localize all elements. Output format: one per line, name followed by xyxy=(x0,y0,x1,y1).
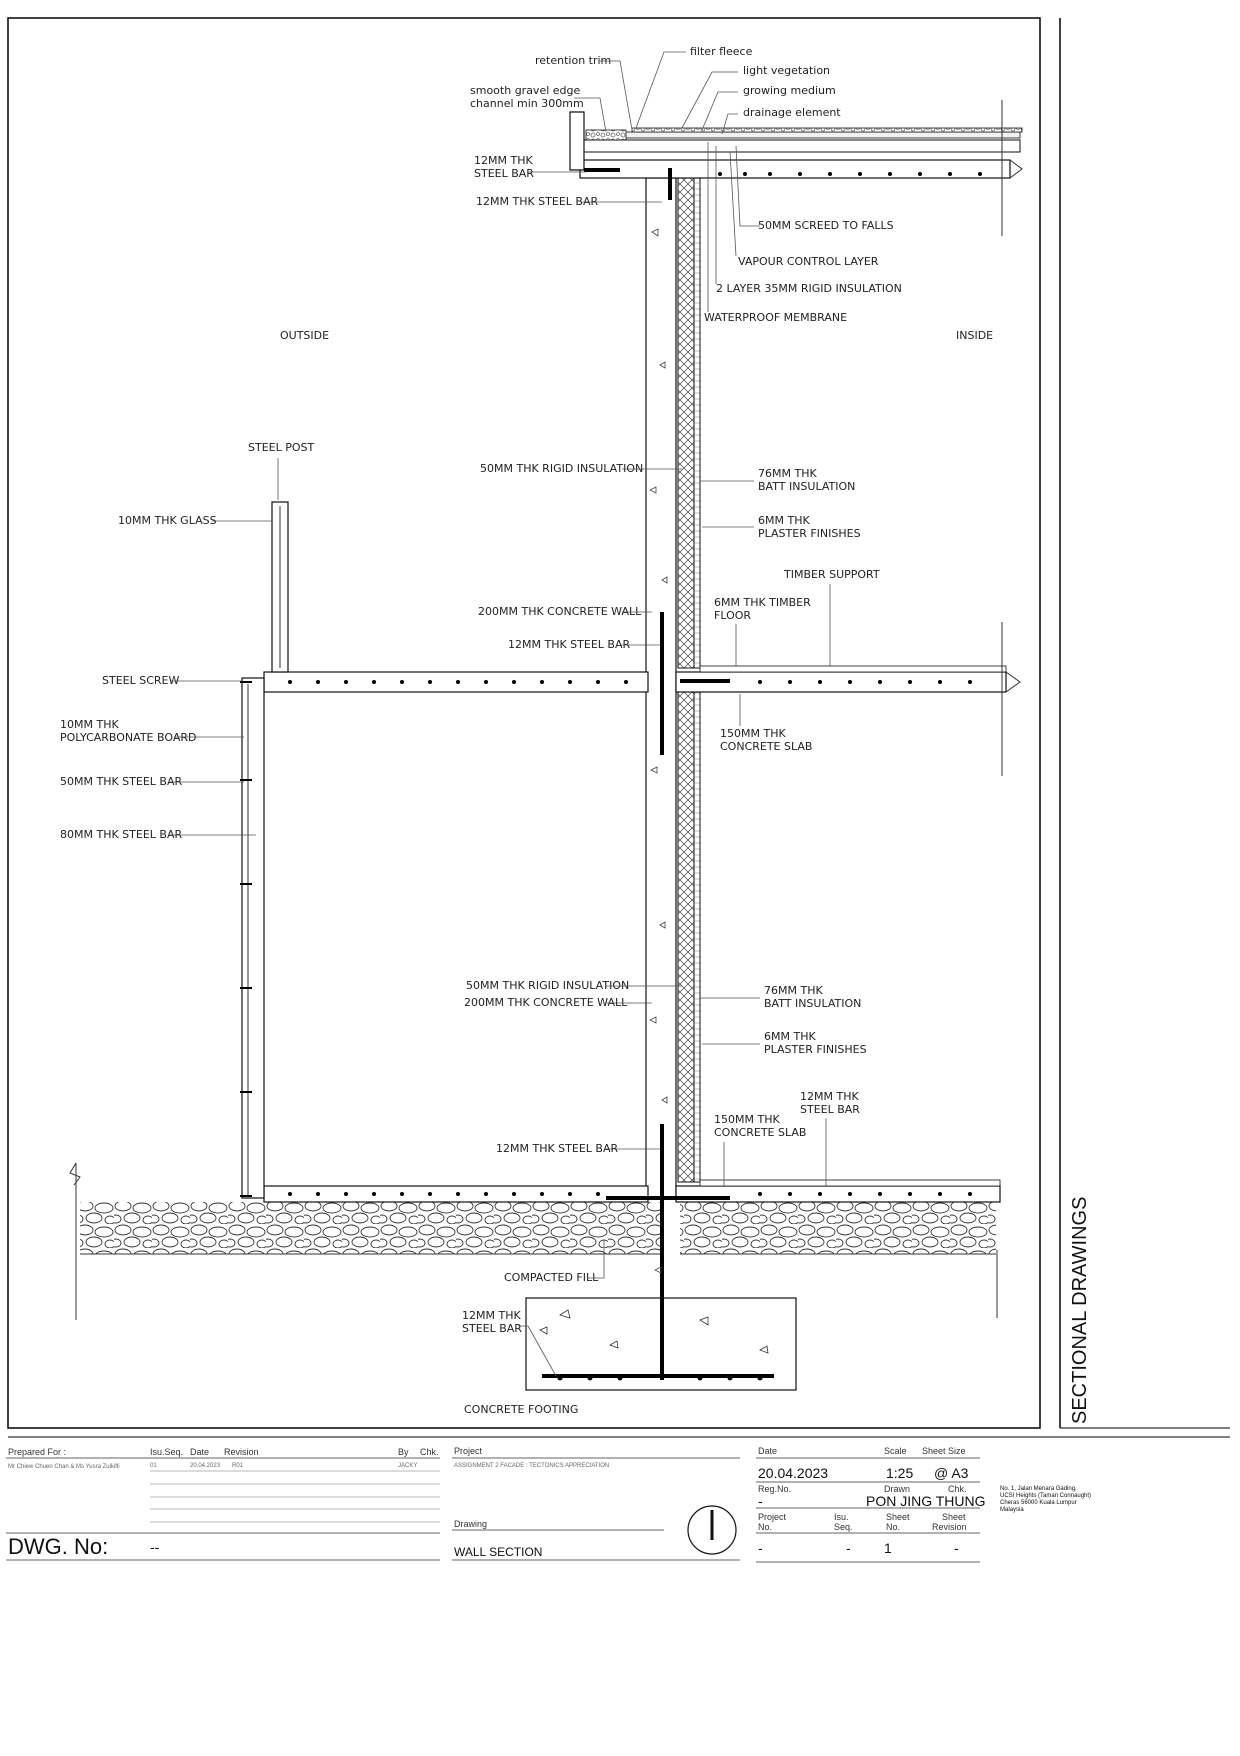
roof-slab xyxy=(580,160,1010,178)
sheet-rev-value: - xyxy=(954,1540,959,1556)
drawing-value: WALL SECTION xyxy=(454,1545,543,1559)
reg-no-value: - xyxy=(758,1493,763,1509)
label-batt-lower-2: BATT INSULATION xyxy=(764,997,862,1010)
label-timber-floor-2: FLOOR xyxy=(714,609,752,622)
date-label: Date xyxy=(190,1447,210,1457)
label-footing: CONCRETE FOOTING xyxy=(464,1403,579,1416)
drawn-head: Drawn xyxy=(884,1484,911,1494)
label-roof-bar-1: 12MM THK xyxy=(474,154,533,167)
dwg-no-value: -- xyxy=(150,1539,160,1555)
label-plaster-upper-1: 6MM THK xyxy=(758,514,810,527)
inside-label: INSIDE xyxy=(956,329,994,342)
isu-value: - xyxy=(846,1540,851,1556)
label-glass: 10MM THK GLASS xyxy=(118,514,217,527)
by-label: By xyxy=(398,1447,409,1457)
rev-date: 20.04.2023 xyxy=(190,1463,221,1469)
sheet-no-value: 1 xyxy=(884,1540,892,1556)
drawing-label: Drawing xyxy=(454,1519,488,1529)
label-compacted-fill: COMPACTED FILL xyxy=(504,1271,599,1284)
label-rigid-lower: 50MM THK RIGID INSULATION xyxy=(466,979,630,992)
sheet-size-value: @ A3 xyxy=(934,1465,969,1481)
project-no-value: - xyxy=(758,1540,763,1556)
label-bar-right-1: 12MM THK xyxy=(800,1090,859,1103)
label-batt-upper-1: 76MM THK xyxy=(758,467,817,480)
chk-label: Chk. xyxy=(420,1447,439,1457)
label-footing-bar-2: STEEL BAR xyxy=(462,1322,522,1335)
project-label: Project xyxy=(454,1446,483,1456)
plaster-upper xyxy=(694,178,700,668)
sheet-rev-head-1: Sheet xyxy=(942,1512,966,1522)
label-concrete-wall-lower: 200MM THK CONCRETE WALL xyxy=(464,996,628,1009)
label-growing-medium: growing medium xyxy=(743,84,836,97)
label-bar80: 80MM THK STEEL BAR xyxy=(60,828,183,841)
dwg-no-label: DWG. No: xyxy=(8,1534,109,1559)
label-bar-right-2: STEEL BAR xyxy=(800,1103,860,1116)
label-timber-support: TIMBER SUPPORT xyxy=(784,568,880,581)
date-head: Date xyxy=(758,1446,778,1456)
label-footing-bar-1: 12MM THK xyxy=(462,1309,521,1322)
label-slab-low-2: CONCRETE SLAB xyxy=(714,1126,807,1139)
growing-medium xyxy=(632,128,1022,132)
label-drainage-element: drainage element xyxy=(743,106,841,119)
label-filter-fleece: filter fleece xyxy=(690,45,753,58)
project-no-head-2: No. xyxy=(758,1522,773,1532)
retention-trim xyxy=(570,112,584,170)
plaster-lower xyxy=(694,692,700,1182)
label-roof-bar-3: 12MM THK STEEL BAR xyxy=(476,195,599,208)
sheet-head-2: No. xyxy=(886,1522,901,1532)
chk-head: Chk. xyxy=(948,1484,967,1494)
label-waterproof: WATERPROOF MEMBRANE xyxy=(704,311,848,324)
label-timber-floor-1: 6MM THK TIMBER xyxy=(714,596,811,609)
rev-by: JACKY xyxy=(398,1463,418,1469)
address-line-4: Malaysia xyxy=(1000,1507,1024,1513)
sheet-rev-head-2: Revision xyxy=(932,1522,967,1532)
ground-fill-right xyxy=(680,1202,996,1254)
scale-value: 1:25 xyxy=(886,1465,914,1481)
label-polycarb-1: 10MM THK xyxy=(60,718,119,731)
address-line-3: Cheras 56000 Kuala Lumpur xyxy=(1000,1500,1077,1506)
label-bar50: 50MM THK STEEL BAR xyxy=(60,775,183,788)
label-steel-post: STEEL POST xyxy=(248,441,315,454)
label-light-vegetation: light vegetation xyxy=(743,64,831,77)
drawn-value: PON JING THUNG xyxy=(866,1493,986,1509)
vertical-title: SECTIONAL DRAWINGS xyxy=(1069,1196,1091,1424)
label-batt-upper-2: BATT INSULATION xyxy=(758,480,856,493)
label-steel-bar-low: 12MM THK STEEL BAR xyxy=(496,1142,619,1155)
scale-head: Scale xyxy=(884,1446,907,1456)
prepared-for-value: Mr Chiew Chuen Chan & Ms Yusra Zulkifli xyxy=(8,1464,120,1470)
rev-isu: 01 xyxy=(150,1463,157,1469)
label-slab-low-1: 150MM THK xyxy=(714,1113,780,1126)
label-plaster-lower-2: PLASTER FINISHES xyxy=(764,1043,867,1056)
label-steel-bar-mid: 12MM THK STEEL BAR xyxy=(508,638,631,651)
label-rigid-2layer: 2 LAYER 35MM RIGID INSULATION xyxy=(716,282,902,295)
address-line-2: UCSI Heights (Taman Connaught) xyxy=(1000,1493,1092,1499)
label-polycarb-2: POLYCARBONATE BOARD xyxy=(60,731,197,744)
label-roof-bar-2: STEEL BAR xyxy=(474,167,534,180)
label-steel-screw: STEEL SCREW xyxy=(102,674,180,687)
label-concrete-wall-upper: 200MM THK CONCRETE WALL xyxy=(478,605,642,618)
label-plaster-upper-2: PLASTER FINISHES xyxy=(758,527,861,540)
rigid-insulation-lower xyxy=(678,692,694,1182)
isu-head-2: Seq. xyxy=(834,1522,853,1532)
rev-revision: R01 xyxy=(232,1463,244,1469)
sheet-head-1: Sheet xyxy=(886,1512,910,1522)
project-value: ASSIGNMENT 2 FACADE : TECTONICS APPRECIATION xyxy=(454,1463,610,1469)
outside-label: OUTSIDE xyxy=(280,329,330,342)
label-vapour: VAPOUR CONTROL LAYER xyxy=(738,255,879,268)
ground-fill-left xyxy=(80,1202,660,1254)
isu-head-1: Isu. xyxy=(834,1512,849,1522)
project-no-head-1: Project xyxy=(758,1512,787,1522)
label-retention-trim: retention trim xyxy=(535,54,612,67)
label-gravel-edge-2: channel min 300mm xyxy=(470,97,584,110)
label-gravel-edge-1: smooth gravel edge xyxy=(470,84,581,97)
date-value: 20.04.2023 xyxy=(758,1465,829,1481)
screed-layer xyxy=(580,140,1020,152)
label-screed: 50MM SCREED TO FALLS xyxy=(758,219,894,232)
drainage-layer xyxy=(600,132,1020,138)
timber-floor xyxy=(700,666,1006,672)
label-plaster-lower-1: 6MM THK xyxy=(764,1030,816,1043)
label-rigid-upper: 50MM THK RIGID INSULATION xyxy=(480,462,644,475)
reg-no-head: Reg.No. xyxy=(758,1484,792,1494)
label-slab-mid-2: CONCRETE SLAB xyxy=(720,740,813,753)
rigid-insulation-upper xyxy=(678,178,694,668)
polycarbonate-frame xyxy=(242,678,264,1198)
sheet-size-head: Sheet Size xyxy=(922,1446,966,1456)
prepared-for-label: Prepared For : xyxy=(8,1447,67,1457)
address-line-1: No. 1, Jalan Menara Gading, xyxy=(1000,1486,1077,1492)
label-batt-lower-1: 76MM THK xyxy=(764,984,823,997)
revision-label: Revision xyxy=(224,1447,259,1457)
isu-seq-label: Isu.Seq. xyxy=(150,1447,184,1457)
label-slab-mid-1: 150MM THK xyxy=(720,727,786,740)
